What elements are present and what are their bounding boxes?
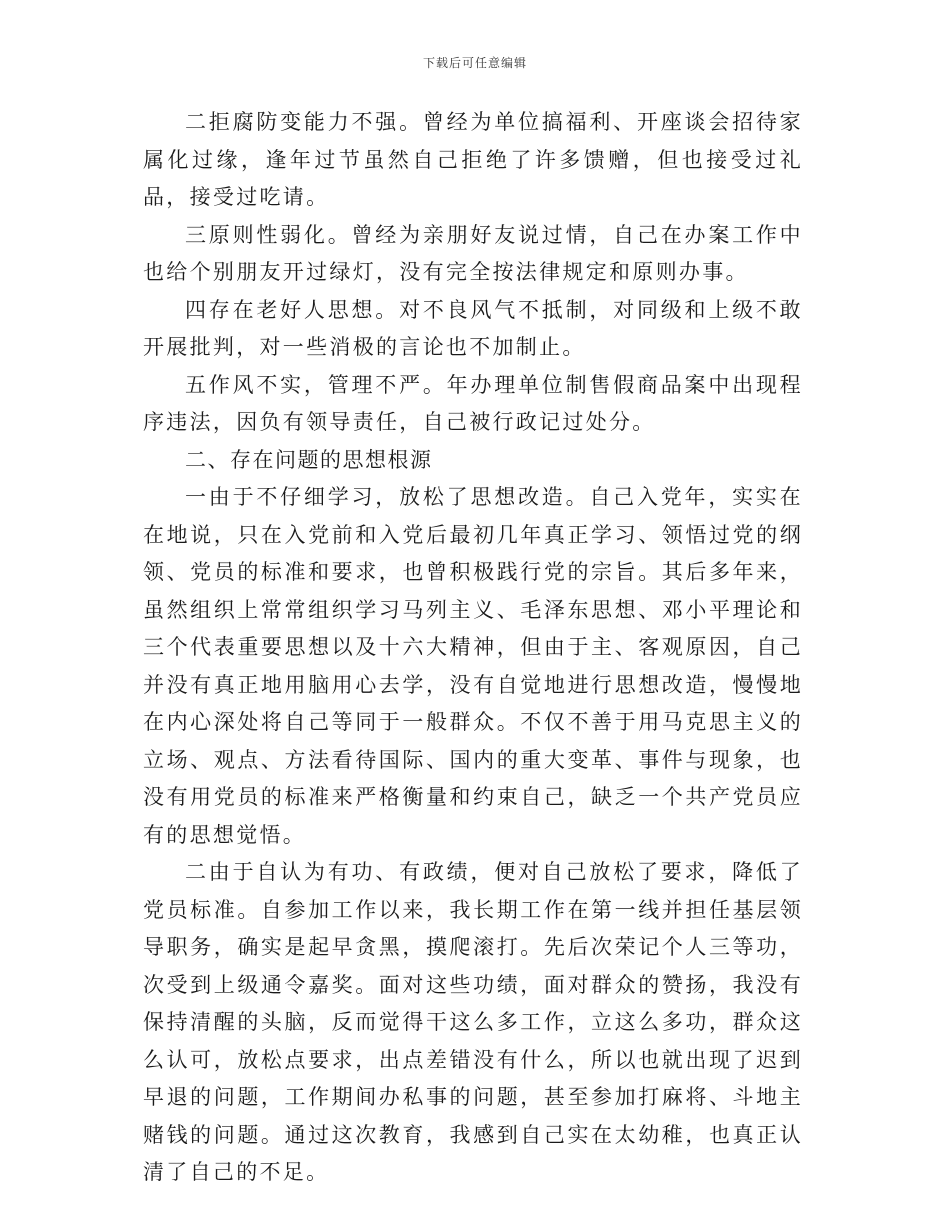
page-header-note: 下载后可任意编辑 [422, 56, 527, 70]
section-heading-root-causes: 二、存在问题的思想根源 [185, 447, 433, 472]
document-body [143, 104, 803, 1192]
paragraph-point-3-principle: 三原则性弱化。曾经为亲朋好友说过情，自己在办案工作中也给个别朋友开过绿灯，没有完全按法律规定和原则办事。 [143, 222, 803, 284]
paragraph-point-5-work-style: 五作风不实，管理不严。年办理单位制售假商品案中出现程序违法，因负有领导责任，自己被行政记过处分。 [143, 372, 803, 434]
paragraph-cause-2-merit: 二由于自认为有功、有政绩，便对自己放松了要求，降低了党员标准。自参加工作以来，我长期工作在第一线并担任基层领导职务，确实是起早贪黑，摸爬滚打。先后次荣记个人三等功，次受到上级通令嘉奖。面对这些功绩，面对群众的赞扬，我没有保持清醒的头脑，反而觉得干这么多工作，立这么多功，群众这么认可，放松点要求，出点差错没有什么，所以也就出现了迟到早退的问题，工作期间办私事的问题，甚至参加打麻将、斗地主赌钱的问题。通过这次教育，我感到自己实在太幼稚，也真正认清了自己的不足。 [143, 860, 803, 1184]
paragraph-point-4-good-old-boy: 四存在老好人思想。对不良风气不抵制，对同级和上级不敢开展批判，对一些消极的言论也不加制止。 [143, 297, 803, 359]
paragraph-point-2-corruption-resistance: 二拒腐防变能力不强。曾经为单位搞福利、开座谈会招待家属化过缘，逢年过节虽然自己拒绝了许多馈赠，但也接受过礼品，接受过吃请。 [143, 110, 803, 209]
paragraph-cause-1-study: 一由于不仔细学习，放松了思想改造。自己入党年，实实在在地说，只在入党前和入党后最初几年真正学习、领悟过党的纲领、党员的标准和要求，也曾积极践行党的宗旨。其后多年来，虽然组织上常常组织学习马列主义、毛泽东思想、邓小平理论和三个代表重要思想以及十六大精神，但由于主、客观原因，自己并没有真正地用脑用心去学，没有自觉地进行思想改造，慢慢地在内心深处将自己等同于一般群众。不仅不善于用马克思主义的立场、观点、方法看待国际、国内的重大变革、事件与现象，也没有用党员的标准来严格衡量和约束自己，缺乏一个共产党员应有的思想觉悟。 [143, 485, 803, 847]
